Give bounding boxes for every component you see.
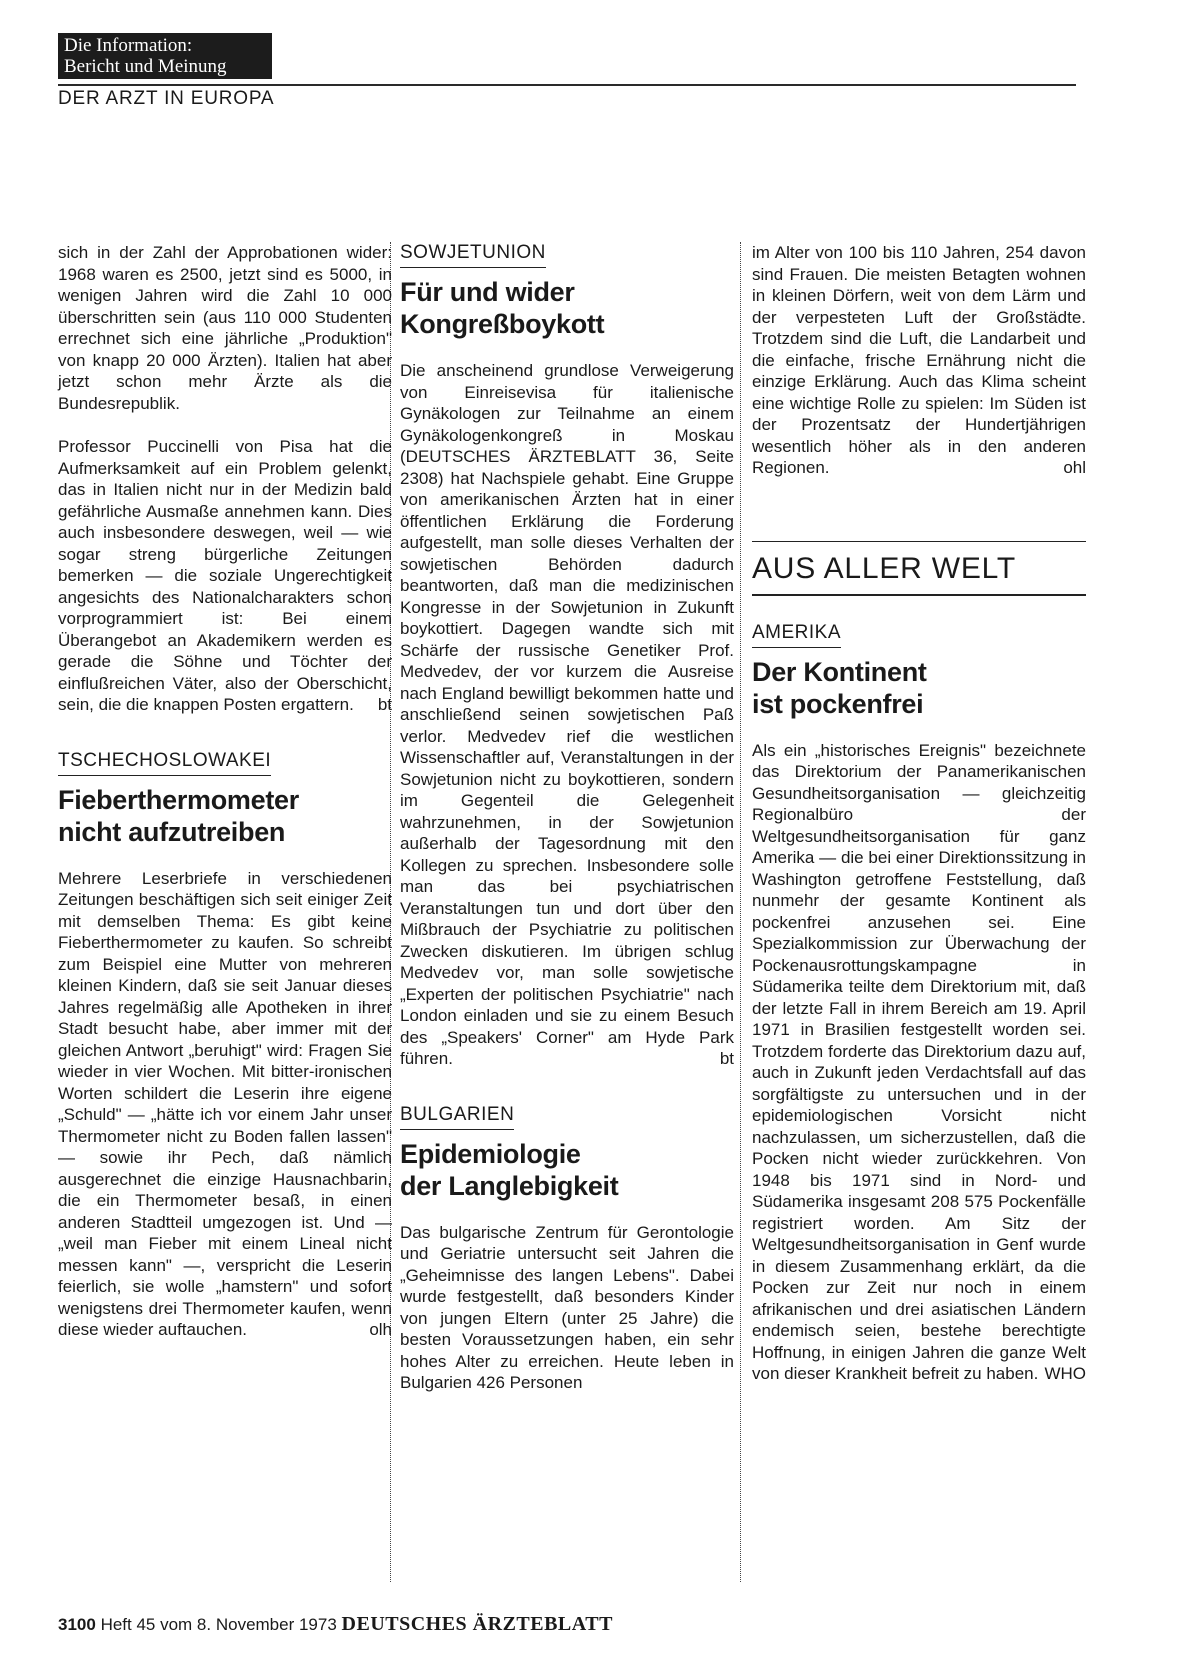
section-tag-line2: Bericht und Meinung: [64, 56, 227, 77]
magazine-title: DEUTSCHES ÄRZTEBLATT: [341, 1613, 613, 1635]
article-headline: [58, 784, 392, 848]
headline-line: Der Kontinent: [752, 656, 927, 687]
column-2: [400, 242, 734, 1394]
column-1: [58, 242, 392, 1341]
article-paragraph: [752, 242, 1086, 479]
article-kicker: TSCHECHOSLOWAKEI: [58, 750, 271, 776]
article-headline: [400, 276, 734, 340]
article-headline: [400, 1138, 734, 1202]
article-kicker: SOWJETUNION: [400, 242, 546, 268]
article-paragraph: sich in der Zahl der Approbationen wider: 1968 waren es 2500, jetzt sind es 5000, in wenigen Jahren wird die Zahl 10 000 überschritten sein (aus 110 000 Studenten errechnet sich eine jährliche „Produktion" von knapp 20 000 Ärzten). Italien hat aber jetzt schon mehr Ärzte als die Bundesrepublik.: [58, 243, 392, 413]
article-headline: [752, 656, 1086, 720]
headline-line: Epidemiologie: [400, 1138, 581, 1169]
article-paragraph: [752, 740, 1086, 1385]
author-byline: olh: [369, 1320, 392, 1339]
section-tag-line1: Die Information:: [64, 35, 193, 56]
author-byline: bt: [719, 1049, 734, 1068]
headline-line: der Langlebigkeit: [400, 1170, 619, 1201]
headline-line: Fieberthermometer: [58, 784, 299, 815]
article-paragraph: Das bulgarische Zentrum für Gerontologie und Geriatrie untersucht seit Jahren die „Geheimnisse des langen Lebens". Dabei wurde festgestellt, daß besonders Kinder von jungen Eltern (unter 25 Jahre) die besten Voraussetzungen haben, ein sehr hohes Alter zu erreichen. Heute leben in Bulgarien 426 Personen: [400, 1222, 734, 1392]
paragraph-text: Als ein „historisches Ereignis" bezeichnete das Direktorium der Panamerikanischen Gesundheitsorganisation — gleichzeitig Regionalbüro der Weltgesundheitsorganisation für ganz Amerika — die bei einer Direktionssitzung in Washington getroffene Feststellung, daß nunmehr der gesamte Kontinent als pockenfrei anzusehen sei. Eine Spezialkommission zur Überwachung der Pockenausrottungskampagne in Südamerika teilte dem Direktorium mit, daß der letzte Fall in ihrem Bereich am 19. April 1971 in Brasilien festgestellt worden sei. Trotzdem forderte das Direktorium dazu auf, auch in Zukunft jeden Verdachtsfall auf das sorgfältigste zu untersuchen und in der epidemiologischen Vorsicht nicht nachzulassen, um sicherzustellen, daß die Pocken nicht wieder zurückkehren. Von 1948 bis 1971 sind in Nord- und Südamerika insgesamt 208 575 Pockenfälle registriert worden. Am Sitz der Weltgesundheitsorganisation in Genf wurde in diesem Zusammenhang erklärt, da die Pocken zur Zeit nur noch in einem afrikanischen und drei asiatischen Ländern endemisch seien, bestehe berechtigte Hoffnung, in einigen Jahren die ganze Welt von dieser Krankheit befreit zu haben.: [752, 740, 1086, 1383]
article-kicker: BULGARIEN: [400, 1104, 514, 1130]
headline-line: Für und wider: [400, 277, 575, 307]
paragraph-text: Professor Puccinelli von Pisa hat die Aufmerksamkeit auf ein Problem gelenkt, das in Italien nicht nur in der Medizin bald gefährliche Ausmaße annehmen kann. Dies auch insbesondere deswegen, weil — wie sogar streng bürgerliche Zeitungen bemerken — die soziale Ungerechtigkeit angesichts des Nationalcharakters schon vorprogrammiert ist: Bei einem Überangebot an Akademikern werden es gerade die Söhne und Töchter der einflußreichen Väter, also der Oberschicht, sein, die die knappen Posten ergattern.: [58, 437, 392, 714]
article-paragraph: [400, 360, 734, 1070]
headline-line: ist pockenfrei: [752, 688, 924, 719]
page-number: 3100: [58, 1615, 96, 1634]
rubric-title: AUS ALLER WELT: [752, 542, 1086, 596]
issue-info: Heft 45 vom 8. November 1973: [100, 1615, 337, 1634]
article-paragraph: [58, 868, 392, 1341]
section-tag: [58, 33, 272, 79]
author-byline: bt: [377, 695, 392, 714]
headline-line: nicht aufzutreiben: [58, 816, 286, 847]
paragraph-text: Mehrere Leserbriefe in verschiedenen Zeitungen beschäftigen sich seit einiger Zeit mit demselben Thema: Es gibt keine Fieberthermometer zu kaufen. So schreibt zum Beispiel eine Mutter von mehreren kleinen Kindern, daß sie seit Januar dieses Jahres regelmäßig alle Apotheken in ihrer Stadt besucht habe, aber immer mit der gleichen Antwort „beruhigt" wird: Fragen Sie wieder in vier Wochen. Mit bitter-ironischen Worten schildert die Leserin ihre eigene „Schuld" — „hätte ich vor einem Jahr unser Thermometer nicht zu Boden fallen lassen" — sowie ihr Pech, daß nämlich ausgerechnet die einzige Hausnachbarin, die ein Thermometer besaß, in einen anderen Stadtteil umgezogen ist. Und — „weil man Fieber mit einem Lineal nicht messen kann" —, verspricht die Leserin feierlich, sie wolle „hamstern" und sofort wenigstens drei Thermometer kaufen, wenn diese wieder auftauchen.: [58, 868, 392, 1339]
paragraph-text: Die anscheinend grundlose Verweigerung von Einreisevisa für italienische Gynäkologen zur Teilnahme an einem Gynäkologenkongreß in Moskau (DEUTSCHES ÄRZTEBLATT 36, Seite 2308) hat Nachspiele gehabt. Eine Gruppe von amerikanischen Ärzten hat in einer öffentlichen Erklärung die Forderung aufgestellt, man solle dieses Verhalten der sowjetischen Behörden dadurch beantworten, daß man die medizinischen Kongresse in der Sowjetunion in Zukunft boykottiert. Dagegen wandte sich mit Schärfe der russische Genetiker Prof. Medvedev, der vor kurzem die Ausreise nach England bewilligt bekommen hatte und anschließend seinen sowjetischen Paß verlor. Medvedev rief die westlichen Wissenschaftler auf, Veranstaltungen in der Sowjetunion nicht zu boykottieren, sondern im Gegenteil die Gelegenheit wahrzunehmen, in der Sowjetunion außerhalb der Tagesordnung mit den Kollegen zu sprechen. Insbesondere solle man das bei psychiatrischen Veranstaltungen tun und dort über den Mißbrauch der Psychiatrie zu politischen Zwecken diskutieren. Im übrigen schlug Medvedev vor, man solle sowjetische „Experten der politischen Psychiatrie" nach London einladen und sie zu einem Besuch des „Speakers' Corner" am Hyde Park führen.: [400, 361, 734, 1068]
author-byline: ohl: [1063, 458, 1086, 477]
article-kicker: AMERIKA: [752, 622, 841, 648]
author-byline: WHO: [1044, 1364, 1086, 1383]
article-paragraph: [58, 436, 392, 716]
paragraph-text: im Alter von 100 bis 110 Jahren, 254 davon sind Frauen. Die meisten Betagten wohnen in kleinen Dörfern, weit von dem Lärm und der verpesteten Luft der Großstädte. Trotzdem sind die Luft, die Landarbeit und die einfache, frische Ernährung nicht die einzige Erklärung. Auch das Klima scheint eine wichtige Rolle zu spielen: Im Süden ist der Prozentsatz der Hundertjährigen wesentlich höher als in den anderen Regionen.: [752, 243, 1086, 477]
column-3: [752, 242, 1086, 1385]
column-divider: [740, 242, 741, 1582]
page-footer: [58, 1613, 613, 1636]
section-title: DER ARZT IN EUROPA: [58, 88, 275, 109]
headline-line: Kongreßboykott: [400, 309, 605, 339]
header-rule: [58, 84, 1076, 86]
